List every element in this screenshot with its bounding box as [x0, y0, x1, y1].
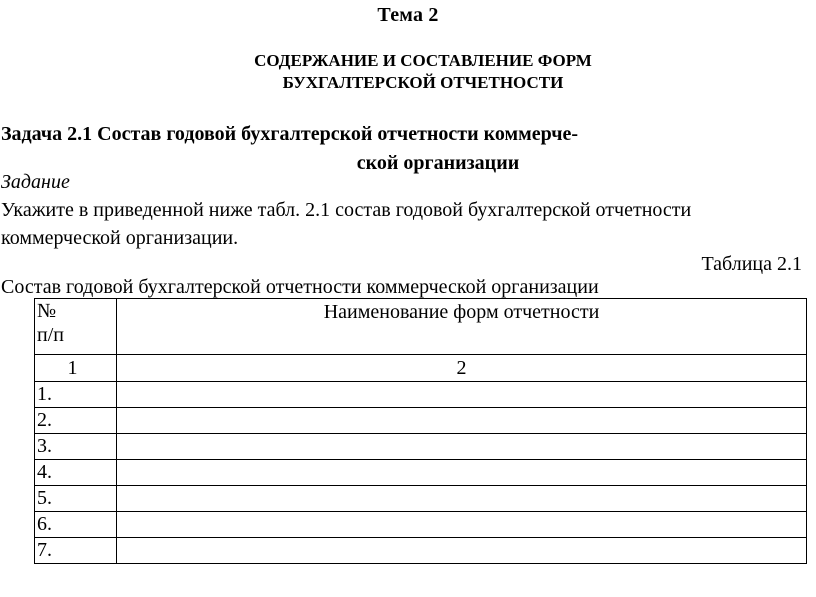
assignment-text: Укажите в приведенной ниже табл. 2.1 состав годовой бухгалтерской отчетности коммерческой организации.	[1, 199, 692, 249]
row-number: 7.	[35, 538, 117, 564]
row-number: 4.	[35, 460, 117, 486]
table-row	[35, 434, 807, 460]
header-number-cell	[35, 299, 117, 355]
table-number: Таблица 2.1	[701, 253, 802, 275]
table-caption: Состав годовой бухгалтерской отчетности коммерческой организации	[1, 276, 599, 298]
task-heading-line-1: Задача 2.1 Состав годовой бухгалтерской отчетности коммерче-	[1, 123, 579, 145]
row-form-name[interactable]	[117, 538, 807, 564]
row-number: 2.	[35, 408, 117, 434]
index-cell-1: 1	[35, 355, 117, 382]
row-form-name[interactable]	[117, 434, 807, 460]
subtitle-line-1: СОДЕРЖАНИЕ И СОСТАВЛЕНИЕ ФОРМ	[254, 51, 592, 70]
subtitle-line-2: БУХГАЛТЕРСКОЙ ОТЧЕТНОСТИ	[282, 73, 564, 92]
row-number: 6.	[35, 512, 117, 538]
row-form-name[interactable]	[117, 382, 807, 408]
row-number: 3.	[35, 434, 117, 460]
row-form-name[interactable]	[117, 512, 807, 538]
task-heading	[0, 120, 816, 178]
header-name-cell: Наименование форм отчетности	[117, 299, 807, 355]
row-form-name[interactable]	[117, 460, 807, 486]
report-forms-table	[34, 298, 807, 564]
header-number-abbrev: п/п	[37, 324, 64, 346]
table-row	[35, 460, 807, 486]
table-row	[35, 382, 807, 408]
table-row	[35, 486, 807, 512]
table-header-row	[35, 299, 807, 355]
row-number: 1.	[35, 382, 117, 408]
task-heading-line-2: ской организации	[356, 152, 520, 174]
row-form-name[interactable]	[117, 408, 807, 434]
row-form-name[interactable]	[117, 486, 807, 512]
table-index-row	[35, 355, 807, 382]
topic-subtitle	[0, 50, 816, 94]
row-number: 5.	[35, 486, 117, 512]
table-row	[35, 408, 807, 434]
index-cell-2: 2	[117, 355, 807, 382]
table-row	[35, 512, 807, 538]
table-row	[35, 538, 807, 564]
header-number-symbol: №	[37, 300, 57, 322]
topic-title: Тема 2	[377, 4, 439, 26]
assignment-label: Задание	[1, 171, 70, 193]
